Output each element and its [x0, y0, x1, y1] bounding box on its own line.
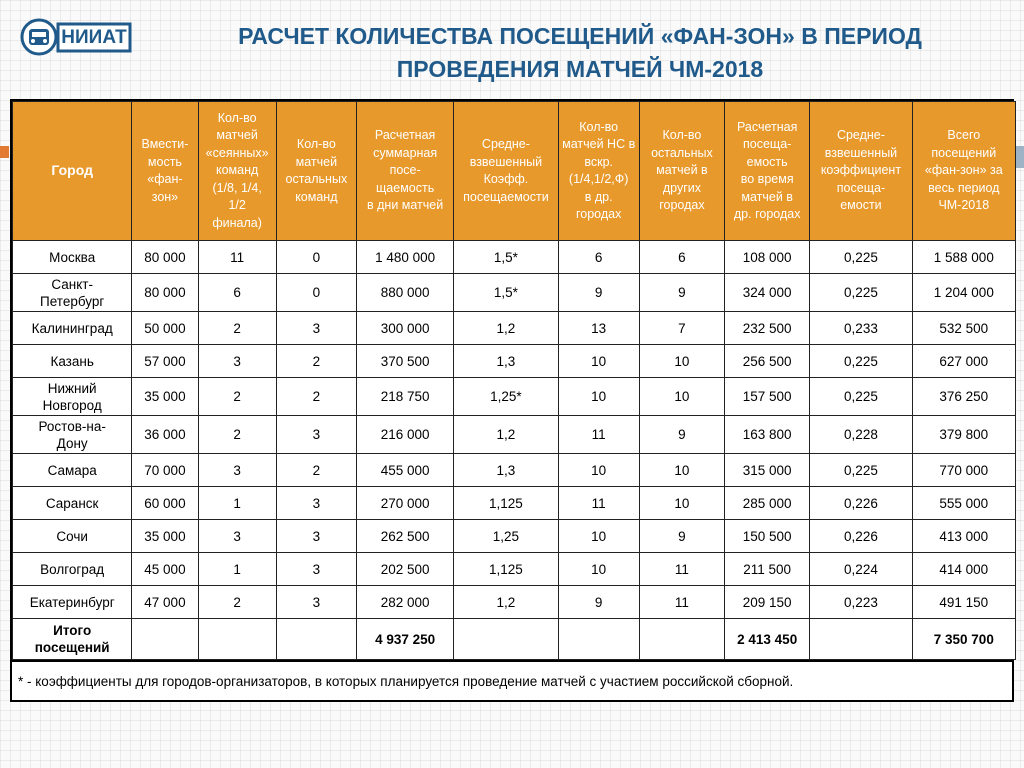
value-cell: 3 — [276, 553, 356, 586]
table-row — [13, 241, 1016, 274]
value-cell: 10 — [639, 378, 724, 416]
value-cell: 3 — [276, 416, 356, 454]
value-cell: 324 000 — [725, 274, 810, 312]
value-cell: 11 — [198, 241, 276, 274]
city-cell: Москва — [13, 241, 132, 274]
table-body — [13, 241, 1016, 619]
data-table-container — [10, 99, 1014, 702]
value-cell: 1,125 — [454, 487, 558, 520]
value-cell: 6 — [558, 241, 639, 274]
value-cell: 1,125 — [454, 553, 558, 586]
total-value-cell: 4 937 250 — [356, 619, 453, 660]
value-cell: 413 000 — [912, 520, 1015, 553]
value-cell: 1,2 — [454, 312, 558, 345]
value-cell: 1 204 000 — [912, 274, 1015, 312]
value-cell: 414 000 — [912, 553, 1015, 586]
value-cell: 0,226 — [810, 487, 912, 520]
value-cell: 9 — [558, 586, 639, 619]
value-cell: 6 — [639, 241, 724, 274]
table-header-row — [13, 102, 1016, 241]
value-cell: 270 000 — [356, 487, 453, 520]
value-cell: 11 — [558, 487, 639, 520]
value-cell: 1,5* — [454, 241, 558, 274]
column-header: Средне- взвешенный коэффициент посеща- емости — [810, 102, 912, 241]
value-cell: 1,25* — [454, 378, 558, 416]
total-value-cell — [639, 619, 724, 660]
value-cell: 57 000 — [132, 345, 198, 378]
value-cell: 10 — [558, 520, 639, 553]
value-cell: 2 — [198, 416, 276, 454]
value-cell: 0,225 — [810, 241, 912, 274]
value-cell: 10 — [639, 454, 724, 487]
value-cell: 0,224 — [810, 553, 912, 586]
value-cell: 10 — [639, 345, 724, 378]
table-frame — [10, 99, 1014, 662]
value-cell: 211 500 — [725, 553, 810, 586]
column-header: Расчетная посеща- емость во время матчей в др. городах — [725, 102, 810, 241]
value-cell: 10 — [639, 487, 724, 520]
footnote: * - коэффициенты для городов-организаторов, в которых планируется проведение матчей с участием российской сборной. — [10, 662, 1014, 702]
value-cell: 60 000 — [132, 487, 198, 520]
total-value-cell — [276, 619, 356, 660]
value-cell: 1 — [198, 553, 276, 586]
city-cell: Саранск — [13, 487, 132, 520]
value-cell: 770 000 — [912, 454, 1015, 487]
value-cell: 3 — [198, 454, 276, 487]
value-cell: 455 000 — [356, 454, 453, 487]
value-cell: 1 — [198, 487, 276, 520]
value-cell: 9 — [639, 520, 724, 553]
value-cell: 36 000 — [132, 416, 198, 454]
page-title-line-2: ПРОВЕДЕНИЯ МАТЧЕЙ ЧМ-2018 — [396, 56, 764, 82]
value-cell: 10 — [558, 378, 639, 416]
value-cell: 1,3 — [454, 345, 558, 378]
right-accent-bar — [1015, 146, 1024, 168]
value-cell: 376 250 — [912, 378, 1015, 416]
page-title — [180, 20, 980, 86]
value-cell: 370 500 — [356, 345, 453, 378]
city-cell: Казань — [13, 345, 132, 378]
value-cell: 202 500 — [356, 553, 453, 586]
value-cell: 47 000 — [132, 586, 198, 619]
column-header: Всего посещений «фан-зон» за весь период ЧМ-2018 — [912, 102, 1015, 241]
value-cell: 285 000 — [725, 487, 810, 520]
value-cell: 10 — [558, 454, 639, 487]
city-cell: Нижний Новгород — [13, 378, 132, 416]
value-cell: 35 000 — [132, 378, 198, 416]
value-cell: 1,2 — [454, 416, 558, 454]
value-cell: 3 — [276, 487, 356, 520]
value-cell: 1 480 000 — [356, 241, 453, 274]
value-cell: 45 000 — [132, 553, 198, 586]
value-cell: 3 — [276, 520, 356, 553]
value-cell: 2 — [276, 345, 356, 378]
city-cell: Калининград — [13, 312, 132, 345]
table-row — [13, 378, 1016, 416]
value-cell: 2 — [276, 454, 356, 487]
value-cell: 0,223 — [810, 586, 912, 619]
value-cell: 2 — [198, 378, 276, 416]
value-cell: 11 — [639, 586, 724, 619]
total-value-cell — [810, 619, 912, 660]
total-value-cell — [198, 619, 276, 660]
value-cell: 1 588 000 — [912, 241, 1015, 274]
city-cell: Самара — [13, 454, 132, 487]
value-cell: 0,225 — [810, 378, 912, 416]
table-row — [13, 520, 1016, 553]
value-cell: 491 150 — [912, 586, 1015, 619]
table-row — [13, 454, 1016, 487]
value-cell: 0,228 — [810, 416, 912, 454]
table-row — [13, 553, 1016, 586]
value-cell: 3 — [198, 520, 276, 553]
value-cell: 2 — [198, 312, 276, 345]
column-header: Кол-во остальных матчей в других городах — [639, 102, 724, 241]
value-cell: 1,25 — [454, 520, 558, 553]
page-title-line-1: РАСЧЕТ КОЛИЧЕСТВА ПОСЕЩЕНИЙ «ФАН-ЗОН» В ПЕРИОД — [238, 23, 922, 49]
table-total-row — [13, 619, 1016, 660]
column-header: Средне- взвешенный Коэфф. посещаемости — [454, 102, 558, 241]
value-cell: 11 — [639, 553, 724, 586]
column-header: Расчетная суммарная посе- щаемость в дни матчей — [356, 102, 453, 241]
value-cell: 13 — [558, 312, 639, 345]
value-cell: 9 — [639, 416, 724, 454]
value-cell: 2 — [276, 378, 356, 416]
value-cell: 232 500 — [725, 312, 810, 345]
table-row — [13, 416, 1016, 454]
value-cell: 282 000 — [356, 586, 453, 619]
value-cell: 532 500 — [912, 312, 1015, 345]
column-header: Город — [13, 102, 132, 241]
table-row — [13, 487, 1016, 520]
value-cell: 209 150 — [725, 586, 810, 619]
value-cell: 1,5* — [454, 274, 558, 312]
value-cell: 6 — [198, 274, 276, 312]
value-cell: 80 000 — [132, 241, 198, 274]
value-cell: 35 000 — [132, 520, 198, 553]
value-cell: 80 000 — [132, 274, 198, 312]
value-cell: 379 800 — [912, 416, 1015, 454]
value-cell: 0,225 — [810, 274, 912, 312]
total-value-cell — [454, 619, 558, 660]
value-cell: 9 — [558, 274, 639, 312]
value-cell: 3 — [276, 312, 356, 345]
value-cell: 0 — [276, 274, 356, 312]
city-cell: Санкт- Петербург — [13, 274, 132, 312]
value-cell: 50 000 — [132, 312, 198, 345]
value-cell: 1,3 — [454, 454, 558, 487]
table-row — [13, 586, 1016, 619]
value-cell: 3 — [276, 586, 356, 619]
total-label-cell: Итого посещений — [13, 619, 132, 660]
value-cell: 0,226 — [810, 520, 912, 553]
value-cell: 256 500 — [725, 345, 810, 378]
city-cell: Сочи — [13, 520, 132, 553]
value-cell: 10 — [558, 345, 639, 378]
value-cell: 150 500 — [725, 520, 810, 553]
table-row — [13, 345, 1016, 378]
value-cell: 300 000 — [356, 312, 453, 345]
table-row — [13, 312, 1016, 345]
value-cell: 627 000 — [912, 345, 1015, 378]
column-header: Кол-во матчей «сеянных» команд (1/8, 1/4, 1/2 финала) — [198, 102, 276, 241]
value-cell: 262 500 — [356, 520, 453, 553]
value-cell: 10 — [558, 553, 639, 586]
table-row — [13, 274, 1016, 312]
value-cell: 880 000 — [356, 274, 453, 312]
value-cell: 0,233 — [810, 312, 912, 345]
city-cell: Екатеринбург — [13, 586, 132, 619]
value-cell: 70 000 — [132, 454, 198, 487]
value-cell: 216 000 — [356, 416, 453, 454]
value-cell: 163 800 — [725, 416, 810, 454]
column-header: Вмести- мость «фан- зон» — [132, 102, 198, 241]
total-value-cell: 7 350 700 — [912, 619, 1015, 660]
value-cell: 7 — [639, 312, 724, 345]
value-cell: 108 000 — [725, 241, 810, 274]
column-header: Кол-во матчей остальных команд — [276, 102, 356, 241]
city-cell: Ростов-на- Дону — [13, 416, 132, 454]
column-header: Кол-во матчей НС в вскр. (1/4,1/2,Ф) в др. городах — [558, 102, 639, 241]
total-value-cell: 2 413 450 — [725, 619, 810, 660]
value-cell: 218 750 — [356, 378, 453, 416]
total-value-cell — [558, 619, 639, 660]
value-cell: 2 — [198, 586, 276, 619]
left-accent-bar — [0, 146, 9, 158]
fan-zone-attendance-table — [12, 101, 1016, 660]
value-cell: 0,225 — [810, 345, 912, 378]
value-cell: 3 — [198, 345, 276, 378]
niiat-logo — [20, 17, 132, 57]
city-cell: Волгоград — [13, 553, 132, 586]
logo-text: НИИАТ — [61, 27, 127, 48]
value-cell: 0,225 — [810, 454, 912, 487]
value-cell: 9 — [639, 274, 724, 312]
value-cell: 555 000 — [912, 487, 1015, 520]
value-cell: 315 000 — [725, 454, 810, 487]
value-cell: 0 — [276, 241, 356, 274]
total-value-cell — [132, 619, 198, 660]
value-cell: 157 500 — [725, 378, 810, 416]
value-cell: 11 — [558, 416, 639, 454]
value-cell: 1,2 — [454, 586, 558, 619]
